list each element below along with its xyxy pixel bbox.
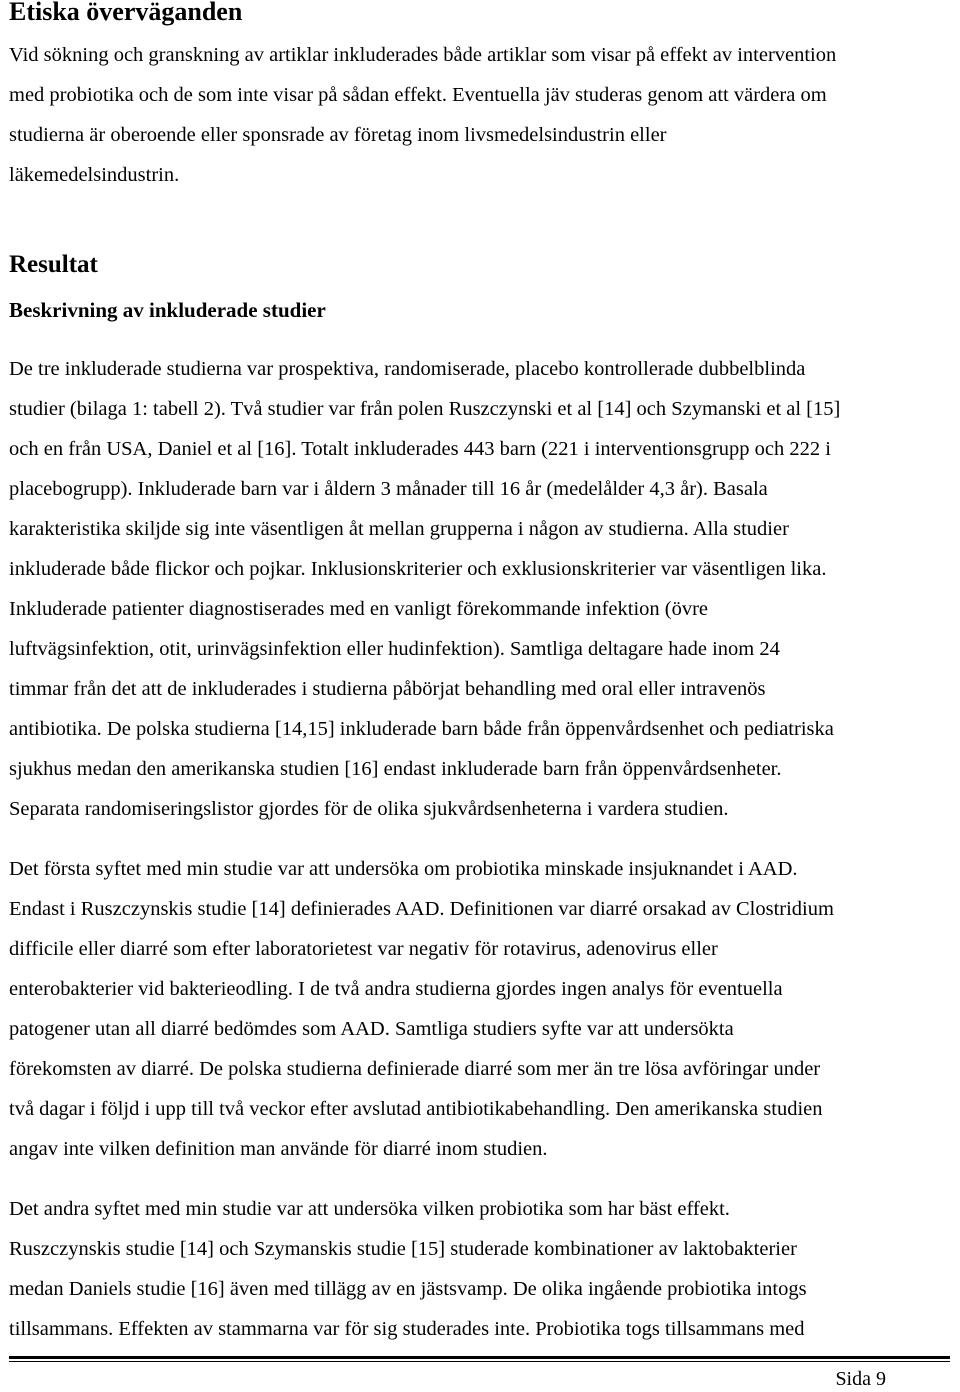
text-line: De tre inkluderade studierna var prospektiva, randomiserade, placebo kontrollerade dubbelblinda [9,358,806,380]
text-line: Inkluderade patienter diagnostiserades med en vanligt förekommande infektion (övre [9,598,709,620]
text-line: timmar från det att de inkluderades i studierna påbörjat behandling med oral eller intravenös [9,678,766,700]
included-studies-subheading: Beskrivning av inkluderade studier [9,298,326,322]
text-line: medan Daniels studie [16] även med tillägg av en jästsvamp. De olika ingående probiotika intogs [9,1278,807,1300]
text-line: Vid sökning och granskning av artiklar inkluderades både artiklar som visar på effekt av intervention [9,44,837,66]
text-line: sjukhus medan den amerikanska studien [16] endast inkluderade barn från öppenvårdsenheter. [9,758,782,780]
second-aim-paragraph [9,1189,959,1349]
text-line: Det andra syftet med min studie var att undersöka vilken probiotika som har bäst effekt. [9,1198,730,1220]
text-line: enterobakterier vid bakterieodling. I de två andra studierna gjordes ingen analys för eventuella [9,978,783,1000]
first-aim-paragraph [9,849,959,1169]
text-line: läkemedelsindustrin. [9,164,180,186]
footer-rule-thick [9,1356,950,1359]
ethics-paragraph [9,35,959,195]
text-line: Endast i Ruszczynskis studie [14] definierades AAD. Definitionen var diarré orsakad av Clostridium [9,898,834,920]
page-number: Sida 9 [835,1368,886,1390]
text-line: patogener utan all diarré bedömdes som AAD. Samtliga studiers syfte var att undersökta [9,1018,734,1040]
text-line: antibiotika. De polska studierna [14,15] inkluderade barn både från öppenvårdsenhet och pediatriska [9,718,834,740]
text-line: inkluderade både flickor och pojkar. Inklusionskriterier och exklusionskriterier var väsentligen lika. [9,558,827,580]
text-line: placebogrupp). Inkluderade barn var i åldern 3 månader till 16 år (medelålder 4,3 år). Basala [9,478,768,500]
text-line: difficile eller diarré som efter laboratorietest var negativ för rotavirus, adenovirus eller [9,938,718,960]
text-line: Ruszczynskis studie [14] och Szymanskis studie [15] studerade kombinationer av laktobakterier [9,1238,797,1260]
text-line: studier (bilaga 1: tabell 2). Två studier var från polen Ruszczynski et al [14] och Szymanski et al [15] [9,398,841,420]
text-line: med probiotika och de som inte visar på sådan effekt. Eventuella jäv studeras genom att värdera om [9,84,827,106]
ethics-heading: Etiska överväganden [9,0,243,26]
footer-rule-thin [9,1361,950,1362]
text-line: och en från USA, Daniel et al [16]. Totalt inkluderades 443 barn (221 i interventionsgrupp och 222 i [9,438,831,460]
text-line: förekomsten av diarré. De polska studierna definierade diarré som mer än tre lösa avföringar under [9,1058,821,1080]
text-line: Det första syftet med min studie var att undersöka om probiotika minskade insjuknandet i AAD. [9,858,798,880]
text-line: studierna är oberoende eller sponsrade av företag inom livsmedelsindustrin eller [9,124,667,146]
text-line: två dagar i följd i upp till två veckor efter avslutad antibiotikabehandling. Den amerikanska studien [9,1098,823,1120]
studies-description-paragraph [9,349,959,829]
text-line: Separata randomiseringslistor gjordes för de olika sjukvårdsenheterna i vardera studien. [9,798,729,820]
text-line: karakteristika skiljde sig inte väsentligen åt mellan grupperna i någon av studierna. Alla studier [9,518,789,540]
text-line: angav inte vilken definition man använde för diarré inom studien. [9,1138,548,1160]
text-line: tillsammans. Effekten av stammarna var för sig studerades inte. Probiotika togs tillsammans med [9,1318,805,1340]
results-heading: Resultat [9,251,98,278]
text-line: luftvägsinfektion, otit, urinvägsinfektion eller hudinfektion). Samtliga deltagare hade inom 24 [9,638,780,660]
